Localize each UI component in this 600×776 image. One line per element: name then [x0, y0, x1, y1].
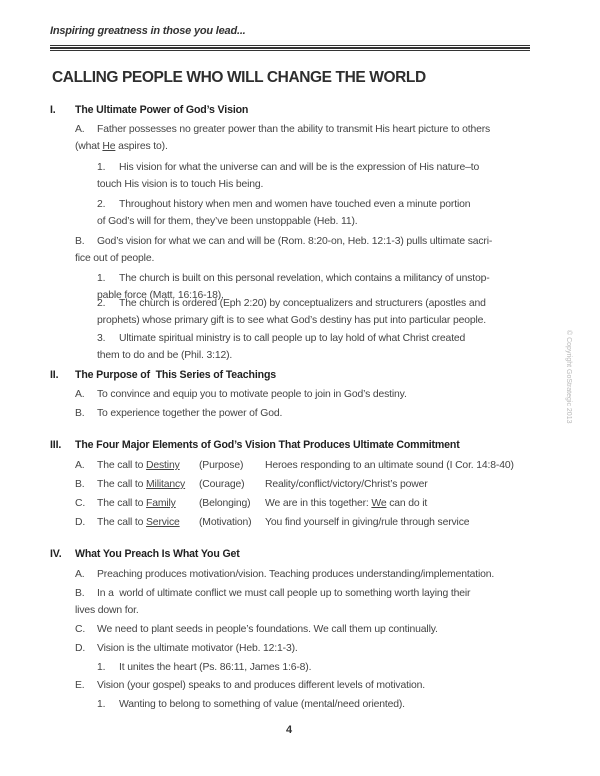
row-desc: Heroes responding to an ultimate sound (I Cor. 14:8-40) [265, 460, 514, 471]
header-rule [50, 47, 530, 49]
outline-text: touch His vision is to touch His being. [97, 179, 264, 190]
page-number: 4 [286, 724, 293, 736]
row-label: A. [75, 460, 85, 471]
call-keyword: Destiny [146, 460, 180, 471]
section-numeral: IV. [50, 548, 62, 560]
outline-text: Vision is the ultimate motivator (Heb. 12:1-3). [97, 643, 298, 654]
call-prefix: The call to [97, 498, 147, 509]
section-numeral: II. [50, 369, 59, 381]
call-prefix: The call to [97, 479, 147, 490]
outline-text: them to do and be (Phil. 3:12). [97, 350, 233, 361]
outline-label: 2. [97, 199, 106, 210]
outline-text: Wanting to belong to something of value (mental/need oriented). [119, 699, 405, 710]
outline-text: of God’s will for them, they’ve been unstoppable (Heb. 11). [97, 216, 358, 227]
outline-text: We need to plant seeds in people’s foundations. We call them up continually. [97, 624, 438, 635]
section-heading: The Purpose of This Series of Teachings [75, 369, 277, 381]
outline-text: God’s vision for what we can and will be (Rom. 8:20-on, Heb. 12:1-3) pulls ultimate sacri- [97, 236, 493, 247]
outline-text: His vision for what the universe can and will be is the expression of His nature–to [119, 162, 480, 173]
row-desc: Reality/conflict/victory/Christ’s power [265, 479, 428, 490]
row-desc: You find yourself in giving/rule through service [265, 517, 470, 528]
outline-label: 1. [97, 662, 106, 673]
outline-label: B. [75, 236, 85, 247]
outline-label: B. [75, 408, 85, 419]
underlined-word: We [371, 498, 387, 509]
row-desc [265, 495, 427, 512]
copyright-notice: © Copyright GoStrategic 2013 [565, 330, 572, 424]
call-prefix: The call to [97, 517, 147, 528]
row-label: D. [75, 517, 86, 528]
section-numeral: I. [50, 104, 56, 116]
outline-label: E. [75, 680, 85, 691]
outline-label: C. [75, 624, 86, 635]
header-rule [50, 50, 530, 51]
outline-label: D. [75, 643, 86, 654]
page-title: CALLING PEOPLE WHO WILL CHANGE THE WORLD [52, 69, 426, 86]
row-call [97, 495, 176, 512]
outline-text: To experience together the power of God. [97, 408, 283, 419]
outline-label: A. [75, 389, 85, 400]
row-label: C. [75, 498, 86, 509]
row-paren: (Courage) [199, 479, 245, 490]
outline-label: 1. [97, 162, 106, 173]
underlined-word: He [102, 141, 116, 152]
outline-text: The church is ordered (Eph 2:20) by conceptualizers and structurers (apostles and [119, 298, 486, 309]
outline-text [75, 138, 168, 155]
outline-text: Father possesses no greater power than the ability to transmit His heart picture to others [97, 124, 491, 135]
outline-text: To convince and equip you to motivate people to join in God’s destiny. [97, 389, 407, 400]
outline-text: Vision (your gospel) speaks to and produces different levels of motivation. [97, 680, 425, 691]
section-heading: The Ultimate Power of God’s Vision [75, 104, 249, 116]
row-paren: (Purpose) [199, 460, 244, 471]
outline-text: In a world of ultimate conflict we must call people up to something worth laying their [97, 588, 471, 599]
call-keyword: Service [146, 517, 180, 528]
outline-label: 1. [97, 699, 106, 710]
outline-text: It unites the heart (Ps. 86:11, James 1:6-8). [119, 662, 312, 673]
call-prefix: The call to [97, 460, 147, 471]
outline-label: B. [75, 588, 85, 599]
outline-text: Throughout history when men and women have touched even a minute portion [119, 199, 471, 210]
row-label: B. [75, 479, 85, 490]
row-call [97, 457, 180, 474]
outline-text: pable force (Matt. 16:16-18). [97, 290, 224, 301]
outline-text: Ultimate spiritual ministry is to call people up to lay hold of what Christ created [119, 333, 466, 344]
call-keyword: Militancy [146, 479, 186, 490]
call-keyword: Family [146, 498, 176, 509]
outline-text: The church is built on this personal revelation, which contains a militancy of unstop- [119, 273, 490, 284]
row-call [97, 476, 185, 493]
header-tagline: Inspiring greatness in those you lead... [50, 25, 246, 37]
outline-text: Preaching produces motivation/vision. Teaching produces understanding/implementation. [97, 569, 495, 580]
outline-text: fice out of people. [75, 253, 155, 264]
outline-label: A. [75, 569, 85, 580]
outline-label: A. [75, 124, 85, 135]
section-numeral: III. [50, 439, 62, 451]
header-rule [50, 45, 530, 46]
row-paren: (Belonging) [199, 498, 251, 509]
section-heading: The Four Major Elements of God’s Vision That Produces Ultimate Commitment [75, 439, 460, 451]
outline-label: 3. [97, 333, 106, 344]
row-call [97, 514, 180, 531]
outline-text: prophets) whose primary gift is to see what God’s destiny has put into particular people. [97, 315, 487, 326]
section-heading: What You Preach Is What You Get [75, 548, 240, 560]
text-fragment: (what [75, 141, 103, 152]
outline-text: lives down for. [75, 605, 139, 616]
text-fragment: We are in this together: [265, 498, 372, 509]
outline-label: 2. [97, 298, 106, 309]
outline-label: 1. [97, 273, 106, 284]
text-fragment: aspires to). [115, 141, 168, 152]
text-fragment: can do it [386, 498, 428, 509]
row-paren: (Motivation) [199, 517, 252, 528]
